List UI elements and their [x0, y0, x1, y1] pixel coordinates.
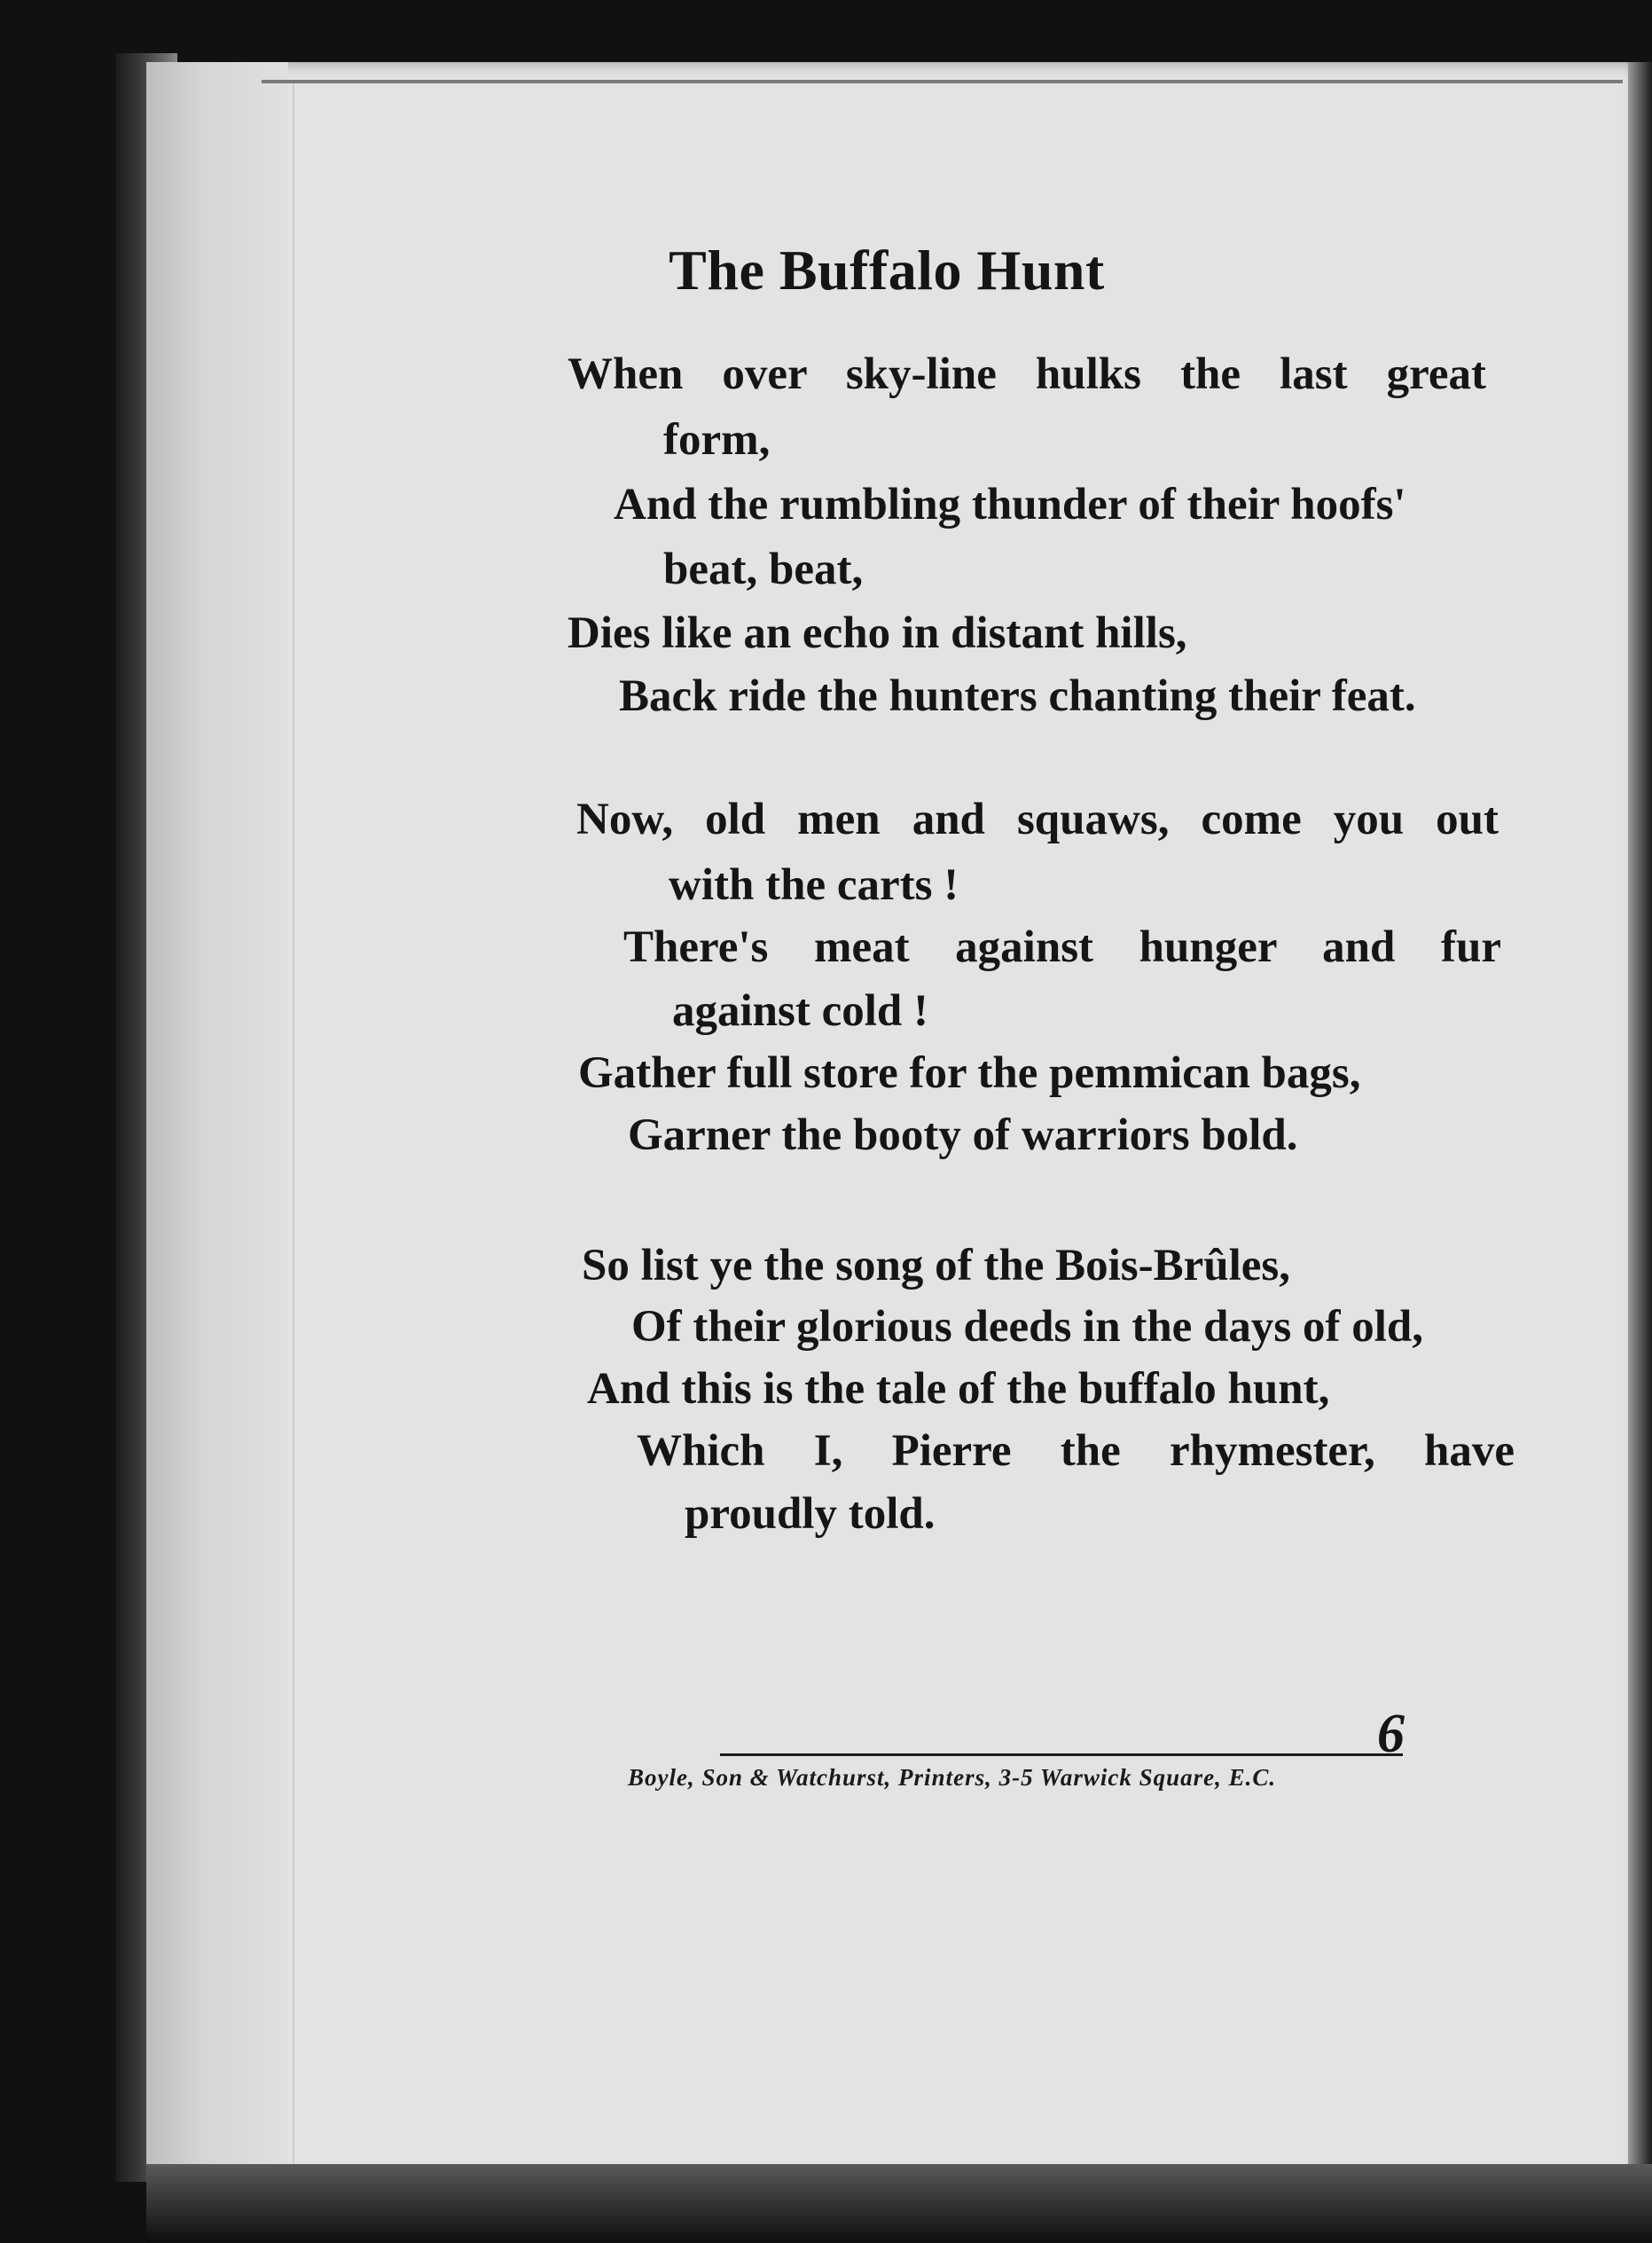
poem-line: Gather full store for the pemmican bags, [578, 1048, 1361, 1098]
page-right-edge [1628, 62, 1652, 2191]
printer-imprint: Boyle, Son & Watchurst, Printers, 3-5 Warwick Square, E.C. [628, 1764, 1277, 1791]
poem-line: So list ye the song of the Bois-Brûles, [582, 1241, 1291, 1290]
poem-line: Now, old men and squaws, come you out [576, 795, 1499, 844]
poem-line: beat, beat, [663, 545, 864, 594]
poem-line: Back ride the hunters chanting their feat. [619, 671, 1416, 721]
poem-line: And this is the tale of the buffalo hunt, [587, 1364, 1330, 1414]
poem-line: form, [663, 415, 771, 465]
poem-line: with the carts ! [669, 860, 959, 910]
gutter-line [293, 80, 294, 2164]
poem-line: When over sky-line hulks the last great [568, 349, 1486, 399]
poem-line: And the rumbling thunder of their hoofs' [614, 480, 1406, 529]
page-gutter [146, 62, 288, 2191]
page-top-edge [262, 80, 1623, 83]
imprint-rule [720, 1753, 1403, 1756]
poem-line: against cold ! [672, 986, 929, 1036]
poem-line: Garner the booty of warriors bold. [628, 1110, 1298, 1160]
poem-line: Dies like an echo in distant hills, [568, 608, 1187, 658]
poem-line: proudly told. [685, 1489, 936, 1539]
page-bottom-edge [146, 2164, 1652, 2243]
poem-title: The Buffalo Hunt [669, 239, 1105, 302]
poem-line: There's meat against hunger and fur [623, 922, 1501, 972]
poem-line: Of their glorious deeds in the days of old, [631, 1302, 1424, 1352]
poem-line: Which I, Pierre the rhymester, have [637, 1426, 1515, 1476]
page-number: 6 [1377, 1704, 1405, 1764]
